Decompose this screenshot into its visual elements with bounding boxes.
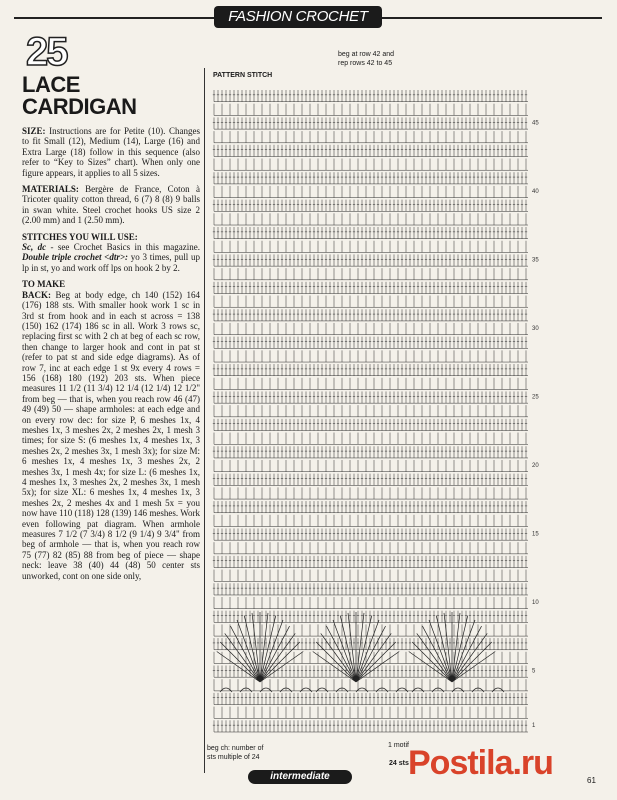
title-line-1: LACE <box>22 72 80 97</box>
stitch-row <box>213 337 528 349</box>
stitch-row <box>214 213 528 225</box>
stitch-row <box>214 405 528 417</box>
title-line-2: CARDIGAN <box>22 94 137 119</box>
stitch-row <box>213 90 528 102</box>
stitch-row <box>213 720 528 732</box>
stitch-row <box>214 241 528 253</box>
stitches-abbr-1: Sc, dc <box>22 242 47 253</box>
row-number: 5 <box>532 668 536 675</box>
stitch-row <box>214 570 528 582</box>
instructions-column <box>22 74 200 587</box>
fan-motif <box>313 612 408 692</box>
materials-text: Bergère de France, Coton à Tricoter quality cotton thread, 6 (7) 8 (8) 9 balls in swan white. Steel crochet hooks US size 2 (2.00 mm) and 1 (2.50 mm). <box>22 184 200 226</box>
stitch-row <box>214 104 528 116</box>
size-section <box>22 126 200 178</box>
pattern-number: 25 <box>26 30 67 74</box>
crochet-chart <box>210 82 540 742</box>
row-number-labels <box>532 120 539 729</box>
stitches-abbr-2: Double triple crochet <dtr>: <box>22 252 128 263</box>
stitches-section <box>22 232 200 274</box>
to-make-text: Beg at body edge, ch 140 (152) 164 (176) 188 sts. With smaller hook work 1 sc in 3rd st from hook and in each st across = 138 (150) 162 (174) 186 sc in all. Work 3 rows sc, replacing first sc with 2 ch at beg of each sc row, then change to larger hook and cont in pat st (refer to pat st and side edge diagrams). As of row 7, inc at each edge 1 st 9x every 4 rows = 156 (168) 180 (192) 203 sts. When piece measures 11 1/2 (11 3/4) 12 1/4 (12 1/4) 12 1/2" from beg — that is, when you reach row 46 (47) 49 (49) 50 — shape armholes: at each edge and on every row dec: for size P, 6 meshes 1x, 4 meshes 1x, 3 meshes 2x, 2 meshes 2x, 1 mesh 3 times; for size S: (6 meshes 1x, 4 meshes 1x, 3 meshes 2x, 2 meshes 3x, 1 mesh 3x); for size M: 6 meshes 1x, 4 meshes 1x, 3 meshes 2x, 2 meshes 3x, 1 mesh 4x; for size L: (6 meshes 1x, 4 meshes 1x, 3 meshes 2x, 2 meshes 3x, 1 mesh 5x); for size XL: 6 meshes 1x, 4 meshes 1x, 3 meshes 2x, 2 meshes 4x and 1 mesh 5x = you now have 110 (118) 128 (139) 146 meshes. Work even following pat diagram. When armhole measures 7 1/2 (7 3/4) 8 1/2 (9 1/4) 9 3/4" from beg of armhole — that is, when you reach row 75 (77) 82 (85) 88 from beg of piece — shape neck: leave 38 (40) 44 (48) 50 center sts unworked, cont on one side only, <box>22 289 200 581</box>
stitch-row <box>213 446 528 458</box>
stitch-row <box>214 542 528 554</box>
stitch-row <box>213 200 528 212</box>
stitch-row <box>214 323 528 335</box>
stitch-row <box>214 515 528 527</box>
fan-motif <box>409 612 504 692</box>
repeat-note-line-1: beg at row 42 and <box>338 51 395 58</box>
fan-motif <box>217 612 312 692</box>
row-number: 35 <box>532 257 539 264</box>
back-label: BACK: <box>22 289 51 300</box>
page-number: 61 <box>587 776 596 785</box>
stitch-row <box>214 131 528 143</box>
stitch-row <box>213 309 528 321</box>
watermark: Postila.ru <box>408 744 553 782</box>
size-label: SIZE: <box>22 126 46 136</box>
stitch-row <box>213 282 528 294</box>
stitch-row <box>213 501 528 513</box>
stitch-row <box>213 364 528 376</box>
stitch-row <box>214 268 528 280</box>
section-badge: FASHION CROCHET <box>214 6 382 28</box>
beg-chain-line-2: sts multiple of 24 <box>207 754 260 761</box>
row-number: 40 <box>532 188 539 195</box>
repeat-note-line-2: rep rows 42 to 45 <box>338 60 393 67</box>
stitch-row <box>213 391 528 403</box>
stitch-row <box>213 145 528 157</box>
motif-sts: 24 sts <box>389 760 409 767</box>
materials-section <box>22 184 200 226</box>
stitch-row <box>213 117 528 129</box>
stitch-row <box>213 583 528 595</box>
stitch-row <box>214 159 528 171</box>
materials-label: MATERIALS: <box>22 184 79 195</box>
row-number: 45 <box>532 120 539 127</box>
stitch-row <box>213 254 528 266</box>
stitch-row <box>213 474 528 486</box>
row-number: 25 <box>532 394 539 401</box>
to-make-label: TO MAKE <box>22 279 66 290</box>
stitch-row <box>214 296 528 308</box>
stitch-row <box>214 350 528 362</box>
beg-chain-note <box>207 744 263 762</box>
stitches-text-2: yo 3 times, pull up lp in st, yo and work off lps on hook 2 by 2. <box>22 252 200 273</box>
beg-chain-line-1: beg ch: number of <box>207 745 264 752</box>
to-make-section <box>22 279 200 581</box>
stitches-label: STITCHES YOU WILL USE: <box>22 231 138 242</box>
stitch-row <box>213 528 528 540</box>
stitch-row <box>213 693 528 705</box>
fan-motifs <box>217 612 504 692</box>
column-divider <box>204 68 205 773</box>
stitch-row <box>214 378 528 390</box>
row-number: 1 <box>532 723 536 730</box>
stitch-row <box>214 487 528 499</box>
pattern-title <box>22 74 200 118</box>
stitch-row <box>214 707 528 719</box>
stitch-row <box>214 597 528 609</box>
stitch-row <box>213 419 528 431</box>
stitches-text-1: - see Crochet Basics in this magazine. <box>46 242 200 253</box>
stitch-row <box>214 186 528 198</box>
row-number: 20 <box>532 462 539 469</box>
stitch-row <box>214 624 528 636</box>
stitch-row <box>213 227 528 239</box>
stitch-row <box>213 556 528 568</box>
motif-label: 1 motif <box>388 742 410 749</box>
stitch-row <box>213 172 528 184</box>
row-number: 10 <box>532 599 539 606</box>
stitch-row <box>214 460 528 472</box>
row-number: 30 <box>532 325 539 332</box>
repeat-note <box>338 50 394 68</box>
skill-level-badge: intermediate <box>248 770 352 784</box>
chart-label: PATTERN STITCH <box>213 72 273 79</box>
stitch-row <box>214 433 528 445</box>
row-number: 15 <box>532 531 539 538</box>
instructions-text <box>22 126 200 581</box>
size-text: Instructions are for Petite (10). Changes to fit Small (12), Medium (14), Large (16) and Extra Large (18) follow in this sequence (also refer to “Key to Sizes” chart). When only one figure appears, it applies to all 5 sizes. <box>22 126 201 178</box>
